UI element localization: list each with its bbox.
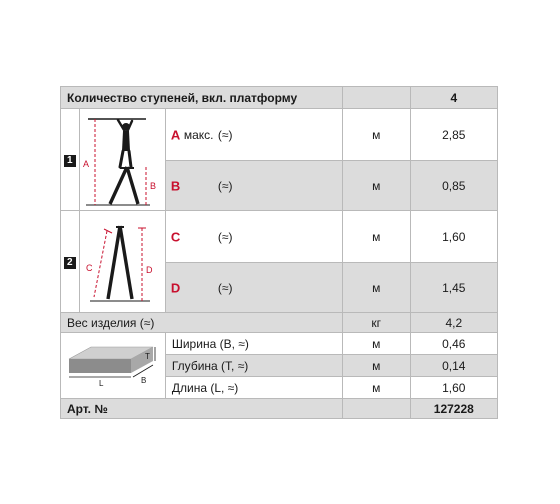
param-c-letter: C — [170, 229, 181, 245]
article-unit-cell — [342, 399, 410, 419]
folded-ladder-icon — [80, 211, 159, 309]
weight-unit: кг — [342, 313, 410, 333]
steps-value: 4 — [410, 87, 497, 109]
dim-d-label: D — [145, 265, 153, 275]
width-unit: м — [342, 333, 410, 355]
width-row — [61, 333, 498, 355]
ladder-with-person-icon — [80, 109, 159, 207]
param-b-cell — [165, 161, 342, 211]
param-b-letter: B — [170, 178, 181, 194]
section2-diagram-cell — [79, 211, 165, 313]
weight-label: Вес изделия (≈) — [61, 313, 343, 333]
width-value: 0,46 — [410, 333, 497, 355]
box-b-label: B — [141, 376, 147, 385]
header-row — [61, 87, 498, 109]
param-b-value: 0,85 — [410, 161, 497, 211]
article-value: 127228 — [410, 399, 497, 419]
length-label: Длина (L, ≈) — [165, 377, 342, 399]
package-box-icon — [61, 333, 157, 395]
param-c-value: 1,60 — [410, 211, 497, 263]
depth-unit: м — [342, 355, 410, 377]
weight-row — [61, 313, 498, 333]
box-t-label: T — [145, 352, 150, 361]
param-d-letter: D — [170, 280, 181, 296]
param-c-cell — [165, 211, 342, 263]
param-a-value: 2,85 — [410, 109, 497, 161]
section2-number-cell — [61, 211, 80, 313]
param-b-unit: м — [342, 161, 410, 211]
section1-row-a — [61, 109, 498, 161]
section1-number: 1 — [64, 155, 76, 167]
weight-value: 4,2 — [410, 313, 497, 333]
length-value: 1,60 — [410, 377, 497, 399]
param-d-value: 1,45 — [410, 263, 497, 313]
param-b-approx: (≈) — [217, 178, 233, 193]
param-a-letter: A — [170, 127, 181, 143]
section1-number-cell — [61, 109, 80, 211]
article-row — [61, 399, 498, 419]
param-a-cell — [165, 109, 342, 161]
param-a-text: макс. — [183, 127, 214, 142]
box-diagram-cell — [61, 333, 166, 399]
param-c-unit: м — [342, 211, 410, 263]
dim-b-label: B — [149, 181, 156, 191]
param-a-approx: (≈) — [217, 127, 233, 142]
param-d-approx: (≈) — [217, 280, 233, 295]
section2-number: 2 — [64, 257, 76, 269]
article-label: Арт. № — [61, 399, 343, 419]
depth-value: 0,14 — [410, 355, 497, 377]
param-d-cell — [165, 263, 342, 313]
spec-table — [60, 86, 498, 419]
box-l-label: L — [99, 379, 104, 388]
steps-label: Количество ступеней, вкл. платформу — [61, 87, 343, 109]
dim-c-label: C — [85, 263, 93, 273]
param-d-unit: м — [342, 263, 410, 313]
section1-diagram-cell — [79, 109, 165, 211]
dim-a-label: A — [82, 159, 89, 169]
depth-label: Глубина (T, ≈) — [165, 355, 342, 377]
section2-row-c — [61, 211, 498, 263]
length-unit: м — [342, 377, 410, 399]
width-label: Ширина (B, ≈) — [165, 333, 342, 355]
header-unit-cell — [342, 87, 410, 109]
param-a-unit: м — [342, 109, 410, 161]
param-c-approx: (≈) — [217, 229, 233, 244]
